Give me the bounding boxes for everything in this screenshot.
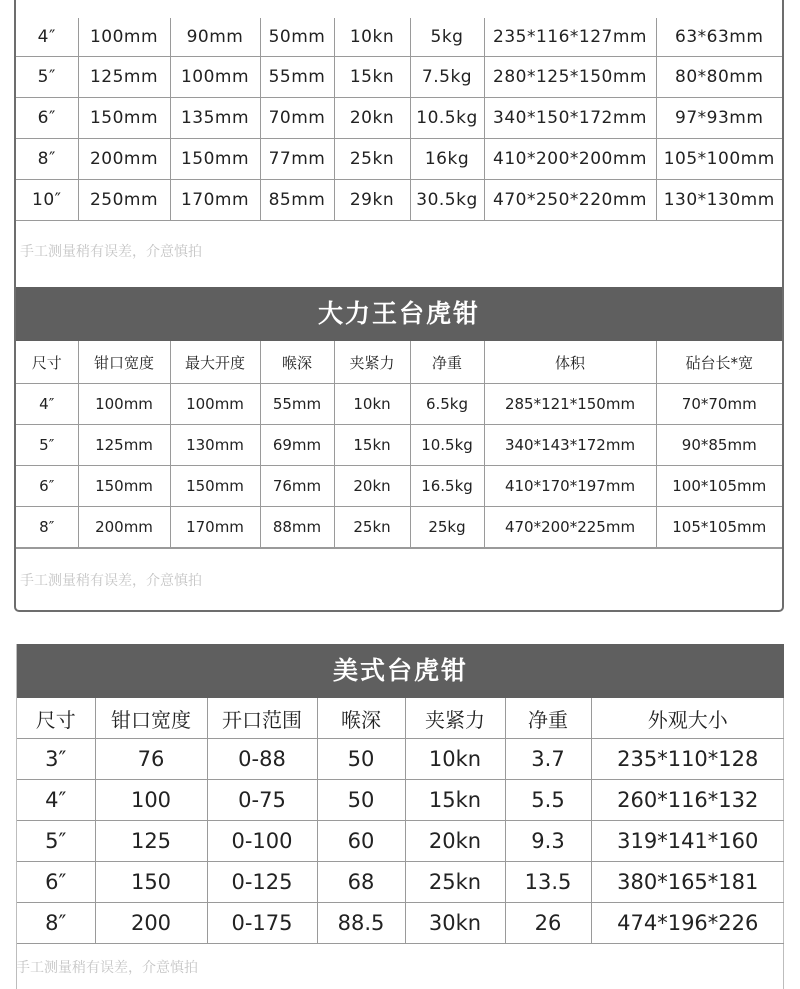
column-header: 净重 (410, 341, 484, 384)
table-cell: 8″ (17, 903, 95, 944)
table-cell: 235*110*128 (591, 739, 784, 780)
table-cell: 13.5 (505, 862, 591, 903)
column-header: 开口范围 (207, 698, 317, 739)
table-cell: 105*105mm (656, 507, 782, 548)
table-cell: 60 (317, 821, 405, 862)
table-row (17, 903, 784, 944)
table-cell: 470*200*225mm (484, 507, 656, 548)
table-cell: 97*93mm (656, 98, 782, 139)
table-row (16, 466, 782, 507)
table-cell: 6.5kg (410, 384, 484, 425)
table-header-row (17, 698, 784, 739)
table-row (16, 57, 782, 98)
table-cell: 10kn (405, 739, 505, 780)
table-cell: 25kg (410, 507, 484, 548)
table-cell: 0-175 (207, 903, 317, 944)
table-cell: 70*70mm (656, 384, 782, 425)
table-cell: 88.5 (317, 903, 405, 944)
table-cell: 470*250*220mm (484, 180, 656, 221)
table-cell: 6″ (17, 862, 95, 903)
table-cell: 63*63mm (656, 18, 782, 57)
vise-spec-card-2 (16, 644, 784, 989)
table-cell: 6″ (16, 98, 78, 139)
table-cell: 100*105mm (656, 466, 782, 507)
table-cell: 25kn (334, 139, 410, 180)
table-cell: 100 (95, 780, 207, 821)
table-cell: 410*170*197mm (484, 466, 656, 507)
table-cell: 26 (505, 903, 591, 944)
table-cell: 3.7 (505, 739, 591, 780)
table-row (17, 739, 784, 780)
table-cell: 85mm (260, 180, 334, 221)
spec-table-3 (17, 698, 784, 944)
column-header: 体积 (484, 341, 656, 384)
table-cell: 474*196*226 (591, 903, 784, 944)
table-cell: 235*116*127mm (484, 18, 656, 57)
table-cell: 150mm (78, 466, 170, 507)
table-cell: 77mm (260, 139, 334, 180)
table-row (16, 384, 782, 425)
table-cell: 150 (95, 862, 207, 903)
column-header: 钳口宽度 (95, 698, 207, 739)
table-cell: 135mm (170, 98, 260, 139)
table-cell: 170mm (170, 507, 260, 548)
table-cell: 150mm (78, 98, 170, 139)
table-cell: 69mm (260, 425, 334, 466)
table-cell: 0-75 (207, 780, 317, 821)
column-header: 最大开度 (170, 341, 260, 384)
table-cell: 170mm (170, 180, 260, 221)
column-header: 砧台长*宽 (656, 341, 782, 384)
table-cell: 16kg (410, 139, 484, 180)
table-cell: 319*141*160 (591, 821, 784, 862)
table-cell: 20kn (334, 466, 410, 507)
table-cell: 0-125 (207, 862, 317, 903)
table-cell: 5″ (16, 425, 78, 466)
table-cell: 0-88 (207, 739, 317, 780)
table-cell: 10.5kg (410, 425, 484, 466)
table-cell: 10″ (16, 180, 78, 221)
table-cell: 29kn (334, 180, 410, 221)
table-cell: 80*80mm (656, 57, 782, 98)
table-cell: 200mm (78, 507, 170, 548)
table-cell: 260*116*132 (591, 780, 784, 821)
table-cell: 100mm (170, 57, 260, 98)
table-cell: 15kn (405, 780, 505, 821)
table-cell: 55mm (260, 57, 334, 98)
table-cell: 4″ (17, 780, 95, 821)
section-title-dali-wang: 大力王台虎钳 (16, 287, 782, 341)
table-cell: 30.5kg (410, 180, 484, 221)
table-cell: 15kn (334, 425, 410, 466)
table-cell: 0-100 (207, 821, 317, 862)
table-cell: 3″ (17, 739, 95, 780)
table-row (16, 98, 782, 139)
table-cell: 90*85mm (656, 425, 782, 466)
table-cell: 285*121*150mm (484, 384, 656, 425)
table-cell: 100mm (78, 384, 170, 425)
table-cell: 150mm (170, 466, 260, 507)
table-cell: 50 (317, 780, 405, 821)
table-header-row (16, 341, 782, 384)
table-cell: 250mm (78, 180, 170, 221)
column-header: 净重 (505, 698, 591, 739)
table-cell: 5kg (410, 18, 484, 57)
table-row (17, 821, 784, 862)
table-cell: 100mm (78, 18, 170, 57)
table-cell: 88mm (260, 507, 334, 548)
table-cell: 76mm (260, 466, 334, 507)
table-row (16, 18, 782, 57)
table-cell: 5″ (16, 57, 78, 98)
table-bottom-border (16, 548, 782, 549)
table-cell: 5″ (17, 821, 95, 862)
table-cell: 100mm (170, 384, 260, 425)
measurement-note: 手工测量稍有误差，介意慎拍 (20, 244, 202, 260)
measurement-note: 手工测量稍有误差，介意慎拍 (20, 573, 202, 589)
table-cell: 105*100mm (656, 139, 782, 180)
column-header: 喉深 (317, 698, 405, 739)
table-cell: 7.5kg (410, 57, 484, 98)
table-cell: 9.3 (505, 821, 591, 862)
column-header: 钳口宽度 (78, 341, 170, 384)
table-row (17, 780, 784, 821)
table-cell: 25kn (334, 507, 410, 548)
table-row (17, 862, 784, 903)
table-cell: 380*165*181 (591, 862, 784, 903)
table-cell: 410*200*200mm (484, 139, 656, 180)
measurement-note: 手工测量稍有误差，介意慎拍 (16, 960, 198, 976)
table-cell: 130mm (170, 425, 260, 466)
column-header: 尺寸 (17, 698, 95, 739)
table-cell: 8″ (16, 507, 78, 548)
table-cell: 340*150*172mm (484, 98, 656, 139)
table-cell: 4″ (16, 18, 78, 57)
table-cell: 15kn (334, 57, 410, 98)
table-row (16, 425, 782, 466)
table-cell: 125 (95, 821, 207, 862)
column-header: 夹紧力 (405, 698, 505, 739)
table-cell: 200 (95, 903, 207, 944)
table-cell: 68 (317, 862, 405, 903)
table-cell: 5.5 (505, 780, 591, 821)
table-cell: 20kn (334, 98, 410, 139)
table-cell: 125mm (78, 57, 170, 98)
table-cell: 10kn (334, 384, 410, 425)
table-cell: 30kn (405, 903, 505, 944)
table-cell: 4″ (16, 384, 78, 425)
table-row (16, 139, 782, 180)
table-cell: 200mm (78, 139, 170, 180)
table-cell: 90mm (170, 18, 260, 57)
table-cell: 25kn (405, 862, 505, 903)
table-row (16, 507, 782, 548)
table-cell: 50 (317, 739, 405, 780)
section-title-american-vise: 美式台虎钳 (17, 644, 784, 698)
table-cell: 10kn (334, 18, 410, 57)
spec-table-2 (16, 341, 782, 548)
table-cell: 6″ (16, 466, 78, 507)
column-header: 外观大小 (591, 698, 784, 739)
column-header: 夹紧力 (334, 341, 410, 384)
table-cell: 130*130mm (656, 180, 782, 221)
table-cell: 150mm (170, 139, 260, 180)
spec-table-1 (16, 18, 782, 221)
table-cell: 280*125*150mm (484, 57, 656, 98)
table-cell: 20kn (405, 821, 505, 862)
table-cell: 8″ (16, 139, 78, 180)
column-header: 喉深 (260, 341, 334, 384)
table-cell: 125mm (78, 425, 170, 466)
vise-spec-card-1 (14, 0, 784, 612)
table-cell: 16.5kg (410, 466, 484, 507)
column-header: 尺寸 (16, 341, 78, 384)
table-cell: 340*143*172mm (484, 425, 656, 466)
table-cell: 50mm (260, 18, 334, 57)
table-cell: 76 (95, 739, 207, 780)
table-cell: 70mm (260, 98, 334, 139)
table-cell: 55mm (260, 384, 334, 425)
table-row (16, 180, 782, 221)
table-cell: 10.5kg (410, 98, 484, 139)
table-bottom-border (16, 220, 782, 221)
